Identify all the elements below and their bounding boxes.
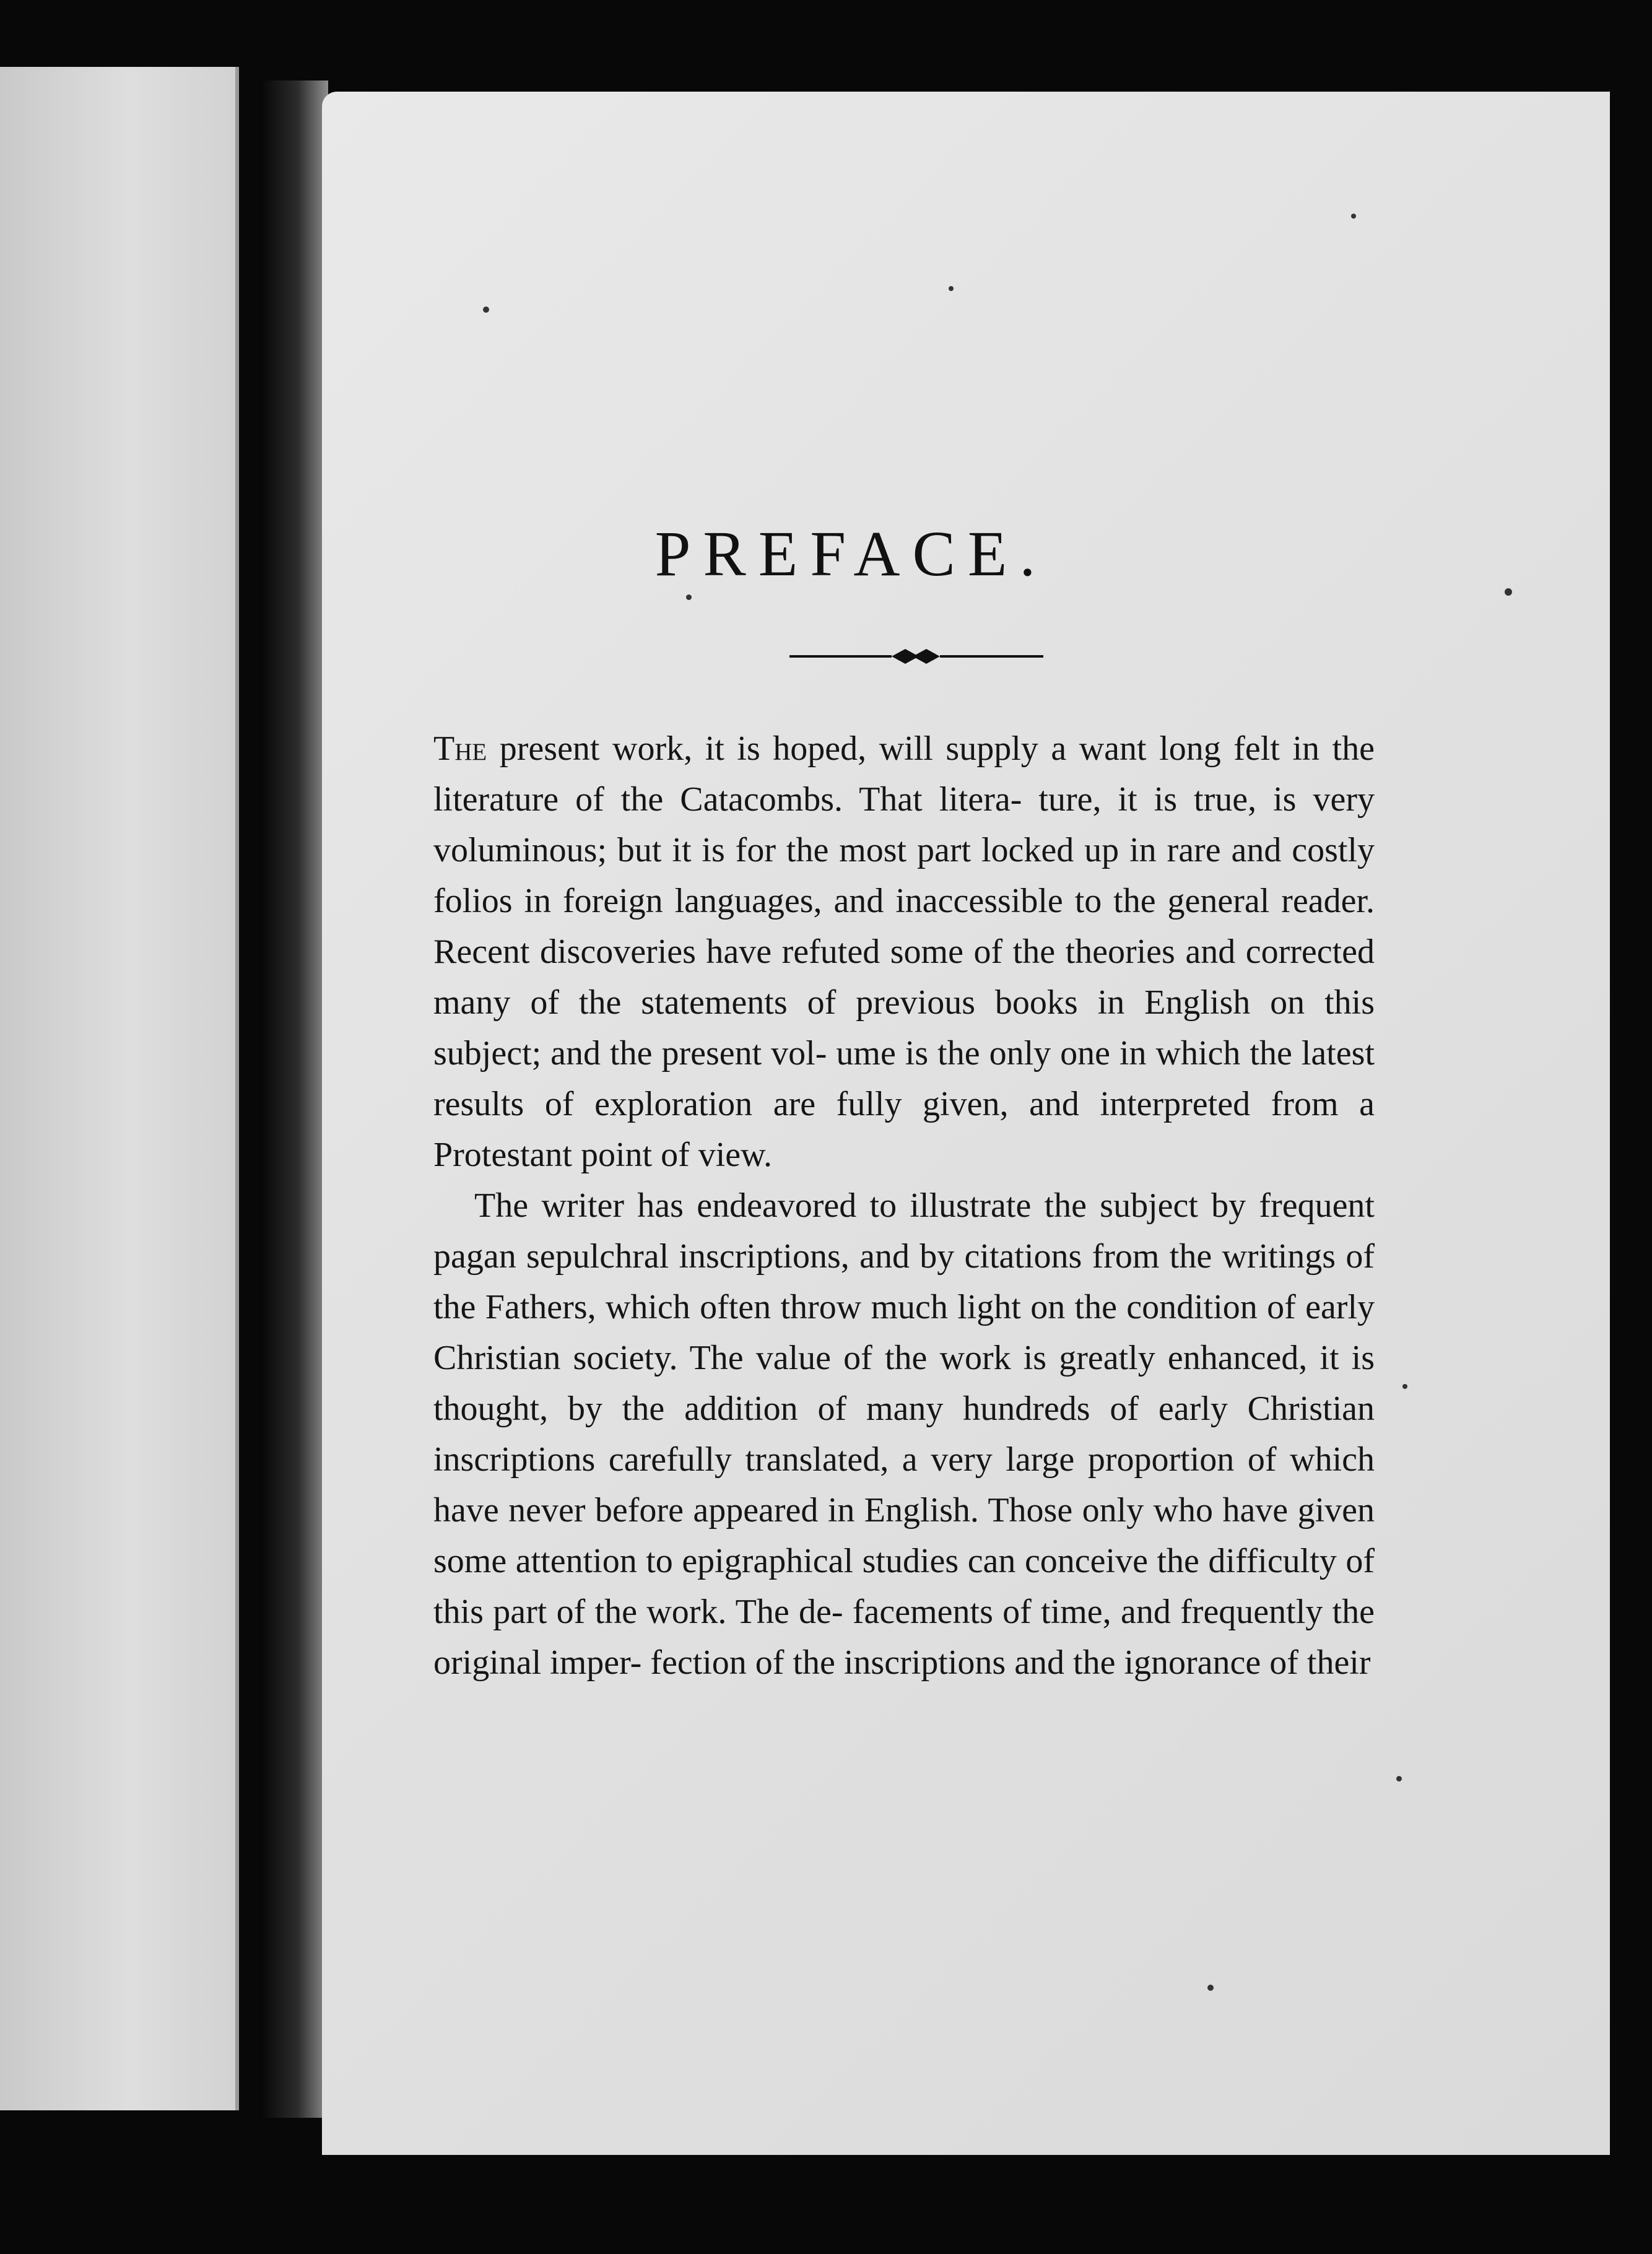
- paper-speck: [1351, 214, 1356, 219]
- book-gutter: [260, 80, 328, 2118]
- paper-speck: [949, 286, 954, 291]
- preface-text: [433, 723, 1375, 1688]
- paragraph-body: present work, it is hoped, will supply a want long felt in the literature of the Catacombs. That litera- ture, it is true, is very voluminous; but it is for the most part locked up in rare and costly folios in foreign languages, and inaccessible to the general reader. Recent discoveries have refuted some of the theories and corrected many of the statements of previous books in English on this subject; and the present vol- ume is the only one in which the latest results of exploration are fully given, and interpreted from a Protestant point of view.: [433, 729, 1375, 1174]
- paper-speck: [1505, 588, 1512, 596]
- paper-speck: [1402, 1384, 1407, 1389]
- ornament-rule-icon: [789, 643, 1043, 670]
- paragraph-body: The writer has endeavored to illustrate the subject by frequent pagan sepulchral inscriptions, and by citations from the writings of the Fathers, which often throw much light on the condition of early Christian society. The value of the work is greatly enhanced, it is thought, by the addition of many hundreds of early Christian inscriptions carefully translated, a very large proportion of which have never before appeared in English. Those only who have given some attention to epigraphical studies can conceive the difficulty of this part of the work. The de- facements of time, and frequently the original imper- fection of the inscriptions and the ignorance of their: [433, 1186, 1375, 1682]
- paper-speck: [686, 594, 692, 600]
- paper-speck: [483, 307, 489, 313]
- paragraph-1: [433, 723, 1375, 1180]
- page-title: PREFACE.: [654, 518, 1048, 590]
- paper-speck: [1207, 1985, 1214, 1991]
- paragraph-2: [433, 1180, 1375, 1688]
- paragraph-lead-word: The: [433, 729, 487, 768]
- paper-speck: [1396, 1776, 1402, 1782]
- left-page-edge: [0, 67, 239, 2110]
